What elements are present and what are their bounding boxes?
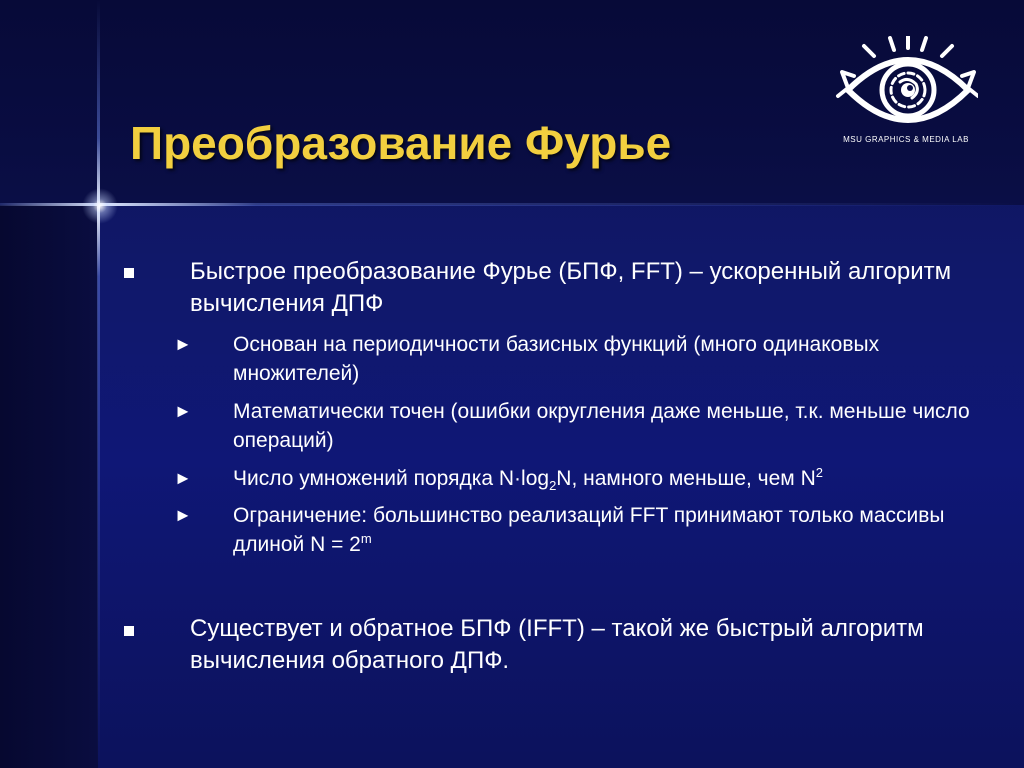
- sub-bullet-arrow: ►: [174, 468, 192, 488]
- formula-part: Ограничение: большинство реализаций FFT принимают только массивы длиной N = 2: [233, 504, 945, 556]
- bullet-text: Быстрое преобразование Фурье (БПФ, FFT) – ускоренный алгоритм вычисления ДПФ: [190, 258, 952, 317]
- superscript: 2: [815, 465, 823, 480]
- sub-bullet-arrow: ►: [174, 334, 192, 354]
- logo-caption: MSU GRAPHICS & MEDIA LAB: [843, 135, 969, 144]
- bullet-square: [124, 268, 134, 278]
- formula-part: Число умножений порядка N·log: [233, 467, 550, 490]
- sub-bullet-text: [233, 501, 993, 559]
- sub-bullet-text: [233, 464, 993, 493]
- superscript: m: [360, 531, 372, 546]
- sub-bullet-text: Основан на периодичности базисных функций (много одинаковых множителей): [233, 333, 880, 385]
- formula-part: N, намного меньше, чем N: [556, 467, 816, 490]
- sub-bullet-arrow: ►: [174, 401, 192, 421]
- bullet-square: [124, 626, 134, 636]
- sub-bullet-arrow: ►: [174, 505, 192, 525]
- subscript: 2: [549, 478, 557, 494]
- slide-title: Преобразование Фурье: [130, 117, 672, 169]
- sub-bullet-text: Математически точен (ошибки округления даже меньше, т.к. меньше число операций): [233, 400, 970, 452]
- bullet-text: Существует и обратное БПФ (IFFT) – такой же быстрый алгоритм вычисления обратного ДПФ.: [190, 615, 924, 674]
